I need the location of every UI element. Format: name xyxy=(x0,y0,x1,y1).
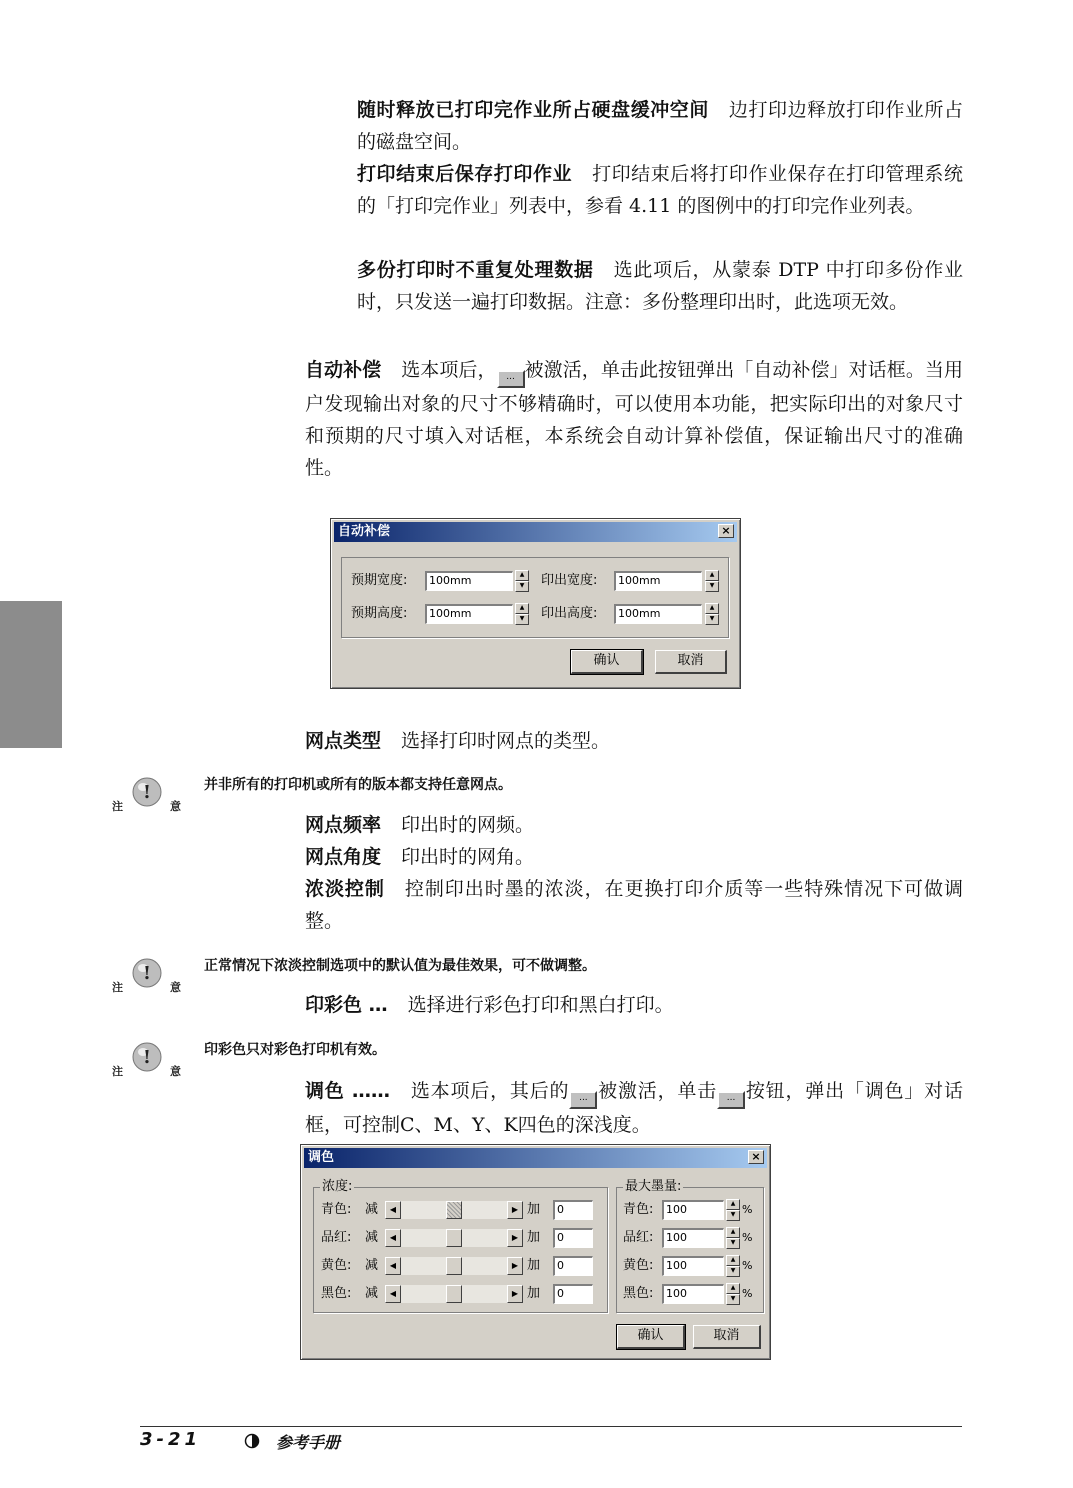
printed-width-spinner[interactable] xyxy=(705,570,719,592)
option-desc: 打印结束后将打印作业保存在打印管理系统的「打印完作业」列表中，参看 4.11 的图例中的打印完作业列表。 xyxy=(357,163,963,217)
option-dot-angle xyxy=(305,841,963,873)
percent-label: % xyxy=(742,1259,753,1272)
spin-down-icon[interactable]: ▼ xyxy=(726,1266,740,1277)
black-value-input[interactable]: 0 xyxy=(553,1284,593,1304)
option-release-buffer xyxy=(357,94,963,158)
dialog-title: 自动补偿 xyxy=(338,524,391,539)
printed-width-input[interactable]: 100mm xyxy=(614,571,702,591)
magenta-ink-label: 品红: xyxy=(623,1230,654,1245)
black-ink-spinner[interactable] xyxy=(726,1283,740,1305)
cyan-ink-input[interactable]: 100 xyxy=(662,1200,724,1220)
option-keep-job xyxy=(357,158,963,222)
yellow-value-input[interactable]: 0 xyxy=(553,1256,593,1276)
minus-label: 减 xyxy=(365,1230,379,1245)
option-print-color xyxy=(305,989,963,1021)
density-group-title: 浓度: xyxy=(322,1179,353,1194)
note-mark: ! xyxy=(143,782,151,803)
spin-up-icon[interactable]: ▲ xyxy=(726,1227,740,1238)
cyan-ink-label: 青色: xyxy=(623,1202,654,1217)
percent-label: % xyxy=(742,1203,753,1216)
spin-down-icon[interactable]: ▼ xyxy=(515,614,529,625)
note-mark: ! xyxy=(143,963,151,984)
note-text: 并非所有的打印机或所有的版本都支持任意网点。 xyxy=(204,777,512,793)
option-auto-compensation xyxy=(305,354,963,484)
note-label-left: 注 xyxy=(112,981,123,994)
color-adjust-dialog xyxy=(300,1144,771,1360)
cyan-value-input[interactable]: 0 xyxy=(553,1200,593,1220)
option-density-control xyxy=(305,873,963,937)
magenta-label: 品红: xyxy=(321,1230,352,1245)
spin-up-icon[interactable]: ▲ xyxy=(515,603,529,614)
slider-left-icon[interactable]: ◀ xyxy=(385,1257,401,1275)
option-desc-after: 按钮，弹出「调色」对话框，可控制C、M、Y、K四色的深浅度。 xyxy=(305,1080,963,1136)
printed-width-label: 印出宽度: xyxy=(541,573,598,588)
slider-right-icon[interactable]: ▶ xyxy=(507,1285,523,1303)
size-group xyxy=(341,557,729,638)
option-term: 网点角度 xyxy=(305,846,382,868)
note-label-left: 注 xyxy=(112,1065,123,1078)
note-text: 正常情况下浓淡控制选项中的默认值为最佳效果，可不做调整。 xyxy=(204,958,596,974)
option-desc-mid: 被激活，单击 xyxy=(597,1080,718,1102)
option-term: 多份打印时不重复处理数据 xyxy=(357,259,594,281)
close-icon[interactable]: × xyxy=(718,524,734,538)
option-dot-type xyxy=(305,725,963,757)
spin-down-icon[interactable]: ▼ xyxy=(515,581,529,592)
option-term: 随时释放已打印完作业所占硬盘缓冲空间 xyxy=(357,99,709,121)
printed-height-input[interactable]: 100mm xyxy=(614,604,702,624)
ellipsis-button-icon: ... xyxy=(717,1091,745,1109)
minus-label: 减 xyxy=(365,1202,379,1217)
option-term: 调色 …… xyxy=(305,1080,391,1102)
expected-width-input[interactable]: 100mm xyxy=(425,571,513,591)
note-icon xyxy=(108,1035,186,1083)
spin-up-icon[interactable]: ▲ xyxy=(726,1199,740,1210)
option-desc: 控制印出时墨的浓淡，在更换打印介质等一些特殊情况下可做调整。 xyxy=(305,878,963,932)
spin-up-icon[interactable]: ▲ xyxy=(515,570,529,581)
black-ink-label: 黑色: xyxy=(623,1286,654,1301)
slider-thumb[interactable] xyxy=(446,1201,462,1219)
black-label: 黑色: xyxy=(321,1286,352,1301)
option-term: 网点频率 xyxy=(305,814,382,836)
ok-button[interactable]: 确认 xyxy=(571,650,643,674)
cyan-label: 青色: xyxy=(321,1202,352,1217)
plus-label: 加 xyxy=(527,1230,541,1245)
note-icon xyxy=(108,770,186,818)
auto-compensation-dialog xyxy=(330,518,741,689)
slider-thumb[interactable] xyxy=(446,1229,462,1247)
footer-rule xyxy=(140,1426,962,1427)
slider-thumb[interactable] xyxy=(446,1285,462,1303)
note-mark: ! xyxy=(143,1047,151,1068)
note-label-right: 意 xyxy=(170,800,181,813)
yellow-ink-spinner[interactable] xyxy=(726,1255,740,1277)
option-desc: 印出时的网角。 xyxy=(401,846,535,868)
option-dot-frequency xyxy=(305,809,963,841)
option-term: 浓淡控制 xyxy=(305,878,385,900)
note-icon xyxy=(108,951,186,999)
option-desc: 选择进行彩色打印和黑白打印。 xyxy=(407,994,674,1016)
spin-down-icon[interactable]: ▼ xyxy=(705,581,719,592)
black-slider[interactable] xyxy=(385,1285,523,1303)
magenta-slider[interactable] xyxy=(385,1229,523,1247)
ok-button[interactable]: 确认 xyxy=(617,1325,685,1349)
ellipsis-button-icon: ... xyxy=(497,370,525,388)
plus-label: 加 xyxy=(527,1202,541,1217)
note-text: 印彩色只对彩色打印机有效。 xyxy=(204,1042,386,1058)
slider-left-icon[interactable]: ◀ xyxy=(385,1285,401,1303)
black-ink-input[interactable]: 100 xyxy=(662,1284,724,1304)
spin-down-icon[interactable]: ▼ xyxy=(726,1210,740,1221)
close-icon[interactable]: × xyxy=(748,1150,764,1164)
spin-down-icon[interactable]: ▼ xyxy=(705,614,719,625)
slider-right-icon[interactable]: ▶ xyxy=(507,1201,523,1219)
cancel-button[interactable]: 取消 xyxy=(655,650,727,674)
yellow-slider[interactable] xyxy=(385,1257,523,1275)
magenta-value-input[interactable]: 0 xyxy=(553,1228,593,1248)
option-desc-after: 被激活，单击此按钮弹出「自动补偿」对话框。当用户发现输出对象的尺寸不够精确时，可以使用本功能，把实际印出的对象尺寸和预期的尺寸填入对话框，本系统会自动计算补偿值，保证输出尺寸的准确性。 xyxy=(305,359,963,479)
note-label-left: 注 xyxy=(112,800,123,813)
spin-up-icon[interactable]: ▲ xyxy=(705,570,719,581)
slider-thumb[interactable] xyxy=(446,1257,462,1275)
note-label-right: 意 xyxy=(170,981,181,994)
slider-left-icon[interactable]: ◀ xyxy=(385,1229,401,1247)
plus-label: 加 xyxy=(527,1258,541,1273)
page-number: 3-21 xyxy=(140,1429,202,1450)
percent-label: % xyxy=(742,1231,753,1244)
expected-height-spinner[interactable] xyxy=(515,603,529,625)
slider-right-icon[interactable]: ▶ xyxy=(507,1229,523,1247)
minus-label: 减 xyxy=(365,1286,379,1301)
spin-up-icon[interactable]: ▲ xyxy=(726,1283,740,1294)
chapter-side-tab xyxy=(0,601,62,748)
slider-left-icon[interactable]: ◀ xyxy=(385,1201,401,1219)
expected-height-label: 预期高度: xyxy=(351,606,408,621)
dialog-titlebar xyxy=(334,522,737,542)
note-label-right: 意 xyxy=(170,1065,181,1078)
spin-down-icon[interactable]: ▼ xyxy=(726,1294,740,1305)
plus-label: 加 xyxy=(527,1286,541,1301)
spin-down-icon[interactable]: ▼ xyxy=(726,1238,740,1249)
dialog-titlebar xyxy=(304,1148,767,1168)
yellow-ink-input[interactable]: 100 xyxy=(662,1256,724,1276)
option-term: 打印结束后保存打印作业 xyxy=(357,163,573,185)
option-desc-before: 选本项后， xyxy=(401,359,497,381)
max-ink-group-title: 最大墨量: xyxy=(625,1179,682,1194)
printed-height-spinner[interactable] xyxy=(705,603,719,625)
expected-height-input[interactable]: 100mm xyxy=(425,604,513,624)
option-term: 自动补偿 xyxy=(305,359,382,381)
ellipsis-button-icon: ... xyxy=(569,1091,597,1109)
option-color-adjust xyxy=(305,1075,963,1141)
magenta-ink-spinner[interactable] xyxy=(726,1227,740,1249)
option-desc: 选此项后，从蒙泰 DTP 中打印多份作业时，只发送一遍打印数据。注意：多份整理印出时，此选项无效。 xyxy=(357,259,963,313)
cyan-ink-spinner[interactable] xyxy=(726,1199,740,1221)
percent-label: % xyxy=(742,1287,753,1300)
manual-title: 参考手册 xyxy=(276,1433,341,1452)
option-term: 印彩色 … xyxy=(305,994,388,1016)
cancel-button[interactable]: 取消 xyxy=(693,1325,761,1349)
expected-width-label: 预期宽度: xyxy=(351,573,408,588)
option-desc: 边打印边释放打印作业所占的磁盘空间。 xyxy=(357,99,963,153)
spin-up-icon[interactable]: ▲ xyxy=(726,1255,740,1266)
magenta-ink-input[interactable]: 100 xyxy=(662,1228,724,1248)
slider-right-icon[interactable]: ▶ xyxy=(507,1257,523,1275)
option-no-repeat xyxy=(357,254,963,318)
option-desc: 选择打印时网点的类型。 xyxy=(401,730,611,752)
yellow-ink-label: 黄色: xyxy=(623,1258,654,1273)
option-desc-before: 选本项后，其后的 xyxy=(410,1080,570,1102)
yellow-label: 黄色: xyxy=(321,1258,352,1273)
dialog-title: 调色 xyxy=(308,1150,335,1165)
half-circle-icon xyxy=(244,1433,260,1449)
spin-up-icon[interactable]: ▲ xyxy=(705,603,719,614)
option-term: 网点类型 xyxy=(305,730,382,752)
printed-height-label: 印出高度: xyxy=(541,606,598,621)
expected-width-spinner[interactable] xyxy=(515,570,529,592)
option-desc: 印出时的网频。 xyxy=(401,814,535,836)
cyan-slider[interactable] xyxy=(385,1201,523,1219)
minus-label: 减 xyxy=(365,1258,379,1273)
